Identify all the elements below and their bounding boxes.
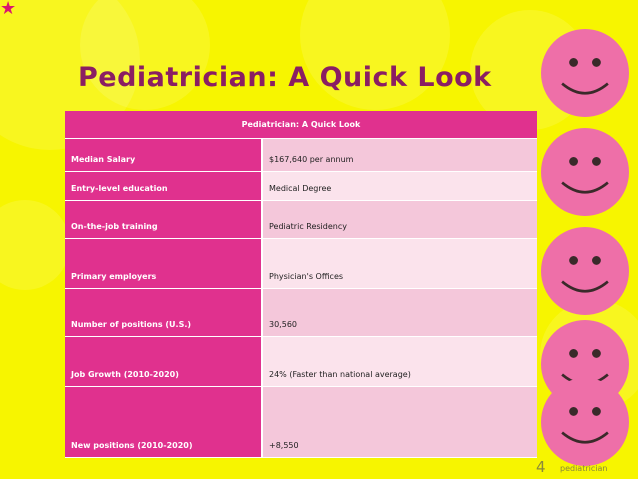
row-value: 30,560 (262, 289, 537, 337)
row-label: Median Salary (65, 139, 262, 172)
row-label: Primary employers (65, 239, 262, 289)
row-label: Entry-level education (65, 172, 262, 201)
quick-look-table (65, 111, 537, 458)
table-row (65, 139, 537, 172)
table-row (65, 289, 537, 337)
row-label: New positions (2010-2020) (65, 387, 262, 458)
smiley-face-icon (541, 378, 629, 466)
row-value: Pediatric Residency (262, 201, 537, 239)
table-header: Pediatrician: A Quick Look (65, 111, 537, 139)
row-value: $167,640 per annum (262, 139, 537, 172)
slide-number: 4 (536, 458, 546, 476)
smiley-face-icon (541, 29, 629, 117)
background-bubble (0, 200, 70, 290)
star-icon: ★ (0, 0, 17, 19)
row-value: 24% (Faster than national average) (262, 337, 537, 387)
table-row (65, 387, 537, 458)
slide-footer: pediatrician (560, 464, 608, 473)
row-value: +8,550 (262, 387, 537, 458)
row-label: Number of positions (U.S.) (65, 289, 262, 337)
row-label: Job Growth (2010-2020) (65, 337, 262, 387)
row-value: Physician's Offices (262, 239, 537, 289)
row-label: On-the-job training (65, 201, 262, 239)
table-row (65, 201, 537, 239)
row-value: Medical Degree (262, 172, 537, 201)
table-row (65, 337, 537, 387)
table-row (65, 239, 537, 289)
background-bubble (300, 0, 450, 110)
slide-title: Pediatrician: A Quick Look (78, 62, 492, 93)
smiley-face-icon (541, 227, 629, 315)
table-row (65, 172, 537, 201)
smiley-face-icon (541, 128, 629, 216)
